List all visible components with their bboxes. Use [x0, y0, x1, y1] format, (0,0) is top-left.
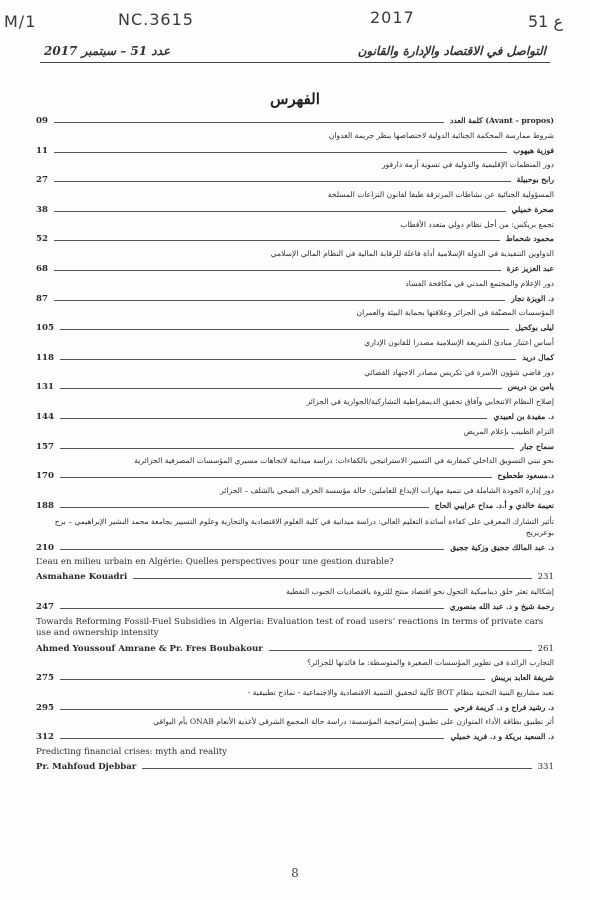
author-name: ليلى بوكحيل	[515, 323, 554, 333]
toc-entry-author-line	[36, 701, 554, 716]
leader-rule	[60, 549, 444, 550]
article-title: دور قاضي شؤون الأسرة في تكريس مصادر الاجتهاد القضائي	[364, 367, 554, 377]
toc-entry-author-line	[36, 292, 554, 307]
leader-rule	[54, 211, 506, 212]
leader-rule	[54, 181, 511, 182]
leader-rule	[269, 650, 532, 651]
handwritten-mark-left: M/1	[4, 12, 37, 31]
leader-rule	[60, 709, 448, 710]
toc-entry-author-line	[36, 570, 554, 585]
page-ref: 118	[36, 352, 54, 363]
article-title: التجارب الرائدة في تطوير المؤسسات الصغيرة والمتوسطة: ما فائدتها للجزائر؟	[307, 658, 554, 668]
leader-rule	[54, 152, 507, 153]
leader-rule	[54, 300, 505, 301]
page-ref: 247	[36, 601, 54, 612]
header-rule	[40, 62, 550, 63]
author-name: نعيمة خالدي و أ.د. مداح عرايبي الحاج	[434, 500, 554, 510]
leader-rule	[60, 329, 509, 330]
page-ref: 52	[36, 234, 48, 245]
page-ref: 105	[36, 323, 54, 334]
article-title: نحو تبني التسويق الداخلي كمقاربة في التسيير الاستراتيجي بالكفاءات: دراسة ميدانية لاتجاهات مسيري المؤسسات المصرفية الجزائرية	[134, 456, 554, 466]
author-name: Ahmed Youssouf Amrane & Pr. Fres Boubakour	[36, 643, 263, 654]
author-name: د. رشيد فراح و د. كريمة فرحي	[454, 702, 554, 712]
leader-rule	[60, 448, 514, 449]
page-number: 8	[291, 866, 299, 880]
author-name: كلمة العدد (Avant - propos)	[450, 116, 554, 125]
author-name: د. السعيد بريكة و د. فريد خميلي	[450, 732, 554, 742]
article-title: دور المنظمات الإقليمية والدولية في تسوية أزمة دارفور	[381, 160, 554, 170]
toc-entry-author-line	[36, 321, 554, 336]
leader-rule	[60, 477, 492, 478]
toc-entry-author-line	[36, 410, 554, 425]
author-name: Asmahane Kouadri	[36, 572, 128, 583]
article-title: المؤسسات المصنّفة في الجزائر وعلاقتها بحماية البيئة والعمران	[356, 308, 554, 318]
article-title-latin: Towards Reforming Fossil-Fuel Subsidies in Algeria: Evaluation test of road users’ reactions in terms of private cars use and ownership intensity	[36, 616, 544, 638]
leader-rule	[54, 270, 501, 271]
handwritten-mark-right: 51 ع	[528, 12, 563, 31]
article-title: المسؤولية الجنائية عن نشاطات المرتزقة طبقا لقانون النزاعات المسلحة	[327, 189, 554, 199]
toc-entry-author-line	[36, 173, 554, 188]
page-ref: 11	[36, 145, 48, 156]
author-name: محمود شحماط	[505, 234, 554, 244]
page-ref: 275	[36, 673, 54, 684]
leader-rule	[54, 122, 444, 123]
leader-rule	[133, 578, 532, 579]
author-name: يامن بن دريس	[507, 382, 554, 392]
toc-entry-author-line	[36, 232, 554, 247]
author-name: صحرة خميلي	[511, 204, 554, 214]
author-name: د. عبد المالك ججيق وزكية ججيق	[450, 542, 554, 552]
author-name: رابح بوحبيلة	[516, 175, 554, 185]
author-name: عبد العزيز عزة	[506, 263, 554, 273]
page-ref: 27	[36, 175, 48, 186]
leader-rule	[54, 240, 500, 241]
page-ref: 261	[537, 643, 554, 654]
toc-entry-author-line	[36, 642, 554, 657]
page-ref: 87	[36, 293, 48, 304]
toc-entries	[36, 114, 554, 775]
toc-entry-author-line	[36, 351, 554, 366]
toc-entry-author-line	[36, 671, 554, 686]
article-title: إصلاح النظام الانتخابي وآفاق تحقيق الديمقراطية التشاركية/الجوارية في الجزائر	[306, 397, 554, 407]
toc-entry-author-line	[36, 469, 554, 484]
page-ref: 157	[36, 441, 54, 452]
toc-entry-author-line	[36, 600, 554, 615]
page-ref: 295	[36, 702, 54, 713]
toc-entry-author-line	[36, 541, 554, 556]
toc-entry-author-line	[36, 380, 554, 395]
article-title: تأثير التشارك المعرفي على كفاءة أساتذة التعليم العالي: دراسة ميدانية في كلية العلوم الاقتصادية والتجارية وعلوم التسيير بجامعة محمد البشير الإبراهيمي – برج بوعريريج	[54, 516, 554, 537]
author-name: د.مسعود طحطوح	[497, 471, 554, 481]
page-ref: 331	[537, 761, 554, 772]
issue-label: 2017 عدد 51 – سبتمبر	[44, 44, 171, 58]
page-ref: 144	[36, 411, 54, 422]
author-name: رحمة شيخ و د. عبد الله منصوري	[449, 601, 554, 611]
article-title: التزام الطبيب بإعلام المريض	[463, 426, 554, 436]
article-title-latin: Predicting financial crises: myth and reality	[36, 747, 228, 758]
leader-rule	[142, 768, 532, 769]
toc-entry-author-line	[36, 730, 554, 745]
author-name: د. مفيدة بن لعبيدي	[493, 411, 554, 421]
leader-rule	[60, 738, 444, 739]
toc-entry-author-line	[36, 144, 554, 159]
page-ref: 312	[36, 732, 54, 743]
page-ref: 210	[36, 542, 54, 553]
toc-entry-author-line	[36, 114, 554, 129]
page-ref: 170	[36, 471, 54, 482]
journal-title: التواصل في الاقتصاد والإدارة والقانون	[357, 44, 546, 58]
toc-entry-author-line	[36, 760, 554, 775]
author-name: شريفة العابد بريبش	[491, 673, 554, 683]
article-title: أساس اعتبار مبادئ الشريعة الإسلامية مصدرا للقانون الإداري	[364, 337, 554, 347]
leader-rule	[60, 359, 516, 360]
article-title: تعبد مشاريع البنية التحتية بنظام BOT كآلية لتحقيق التنمية الاقتصادية والاجتماعية - نماذج تطبيقية -	[247, 687, 554, 697]
author-name: فوزية هيهوب	[513, 145, 554, 155]
article-title: دور إدارة الجودة الشاملة في تنمية مهارات الإبداع للعاملين: حالة مؤسسة الخزف الصحي بالشلف – الجزائر	[220, 485, 554, 495]
leader-rule	[60, 418, 487, 419]
leader-rule	[60, 679, 485, 680]
page-ref: 231	[537, 572, 554, 583]
author-name: كمال دريد	[522, 352, 554, 362]
toc-entry-author-line	[36, 440, 554, 455]
author-name: Pr. Mahfoud Djebbar	[36, 761, 137, 772]
toc-entry-author-line	[36, 499, 554, 514]
toc-entry-author-line	[36, 203, 554, 218]
article-title: شروط ممارسة المحكمة الجنائية الدولية لاختصاصها بنظر جريمة العدوان	[328, 130, 554, 140]
leader-rule	[60, 608, 444, 609]
page-ref: 188	[36, 500, 54, 511]
leader-rule	[60, 388, 502, 389]
author-name: سماح جبار	[520, 441, 554, 451]
page-ref: 09	[36, 116, 48, 126]
page-ref: 38	[36, 204, 48, 215]
author-name: د. الويزة نجار	[511, 293, 554, 303]
page-ref: 68	[36, 263, 48, 274]
handwritten-code: NC.3615	[118, 10, 194, 29]
article-title-latin: L’eau en milieu urbain en Algérie: Quelles perspectives pour une gestion durable?	[36, 557, 394, 568]
toc-title: الفهرس	[270, 90, 320, 108]
page-ref: 131	[36, 382, 54, 393]
article-title: تجمع بريكس: من أجل نظام دولي متعدد الأقطاب	[400, 219, 554, 229]
article-title: دور الإعلام والمجتمع المدني في مكافحة الفساد	[405, 278, 554, 288]
toc-entry-author-line	[36, 262, 554, 277]
article-title: أثر تطبيق بطاقة الأداء المتوازن على تطبيق إستراتيجية المؤسسة: دراسة حالة المجمع الشرقي لأغذية الأنعام ONAB بأم البواقي	[153, 717, 554, 727]
article-title: الدواوين التنفيذية في الدولة الإسلامية أداة فاعلة للرقابة المالية في النظام المالي الإسلامي	[270, 249, 554, 259]
article-title: إشكالية تعثر خلق ديناميكية التحول نحو اقتصاد منتج للثروة باقتصاديات الجنوب النفطية	[286, 586, 554, 596]
leader-rule	[60, 507, 429, 508]
handwritten-year: 2017	[370, 8, 415, 27]
